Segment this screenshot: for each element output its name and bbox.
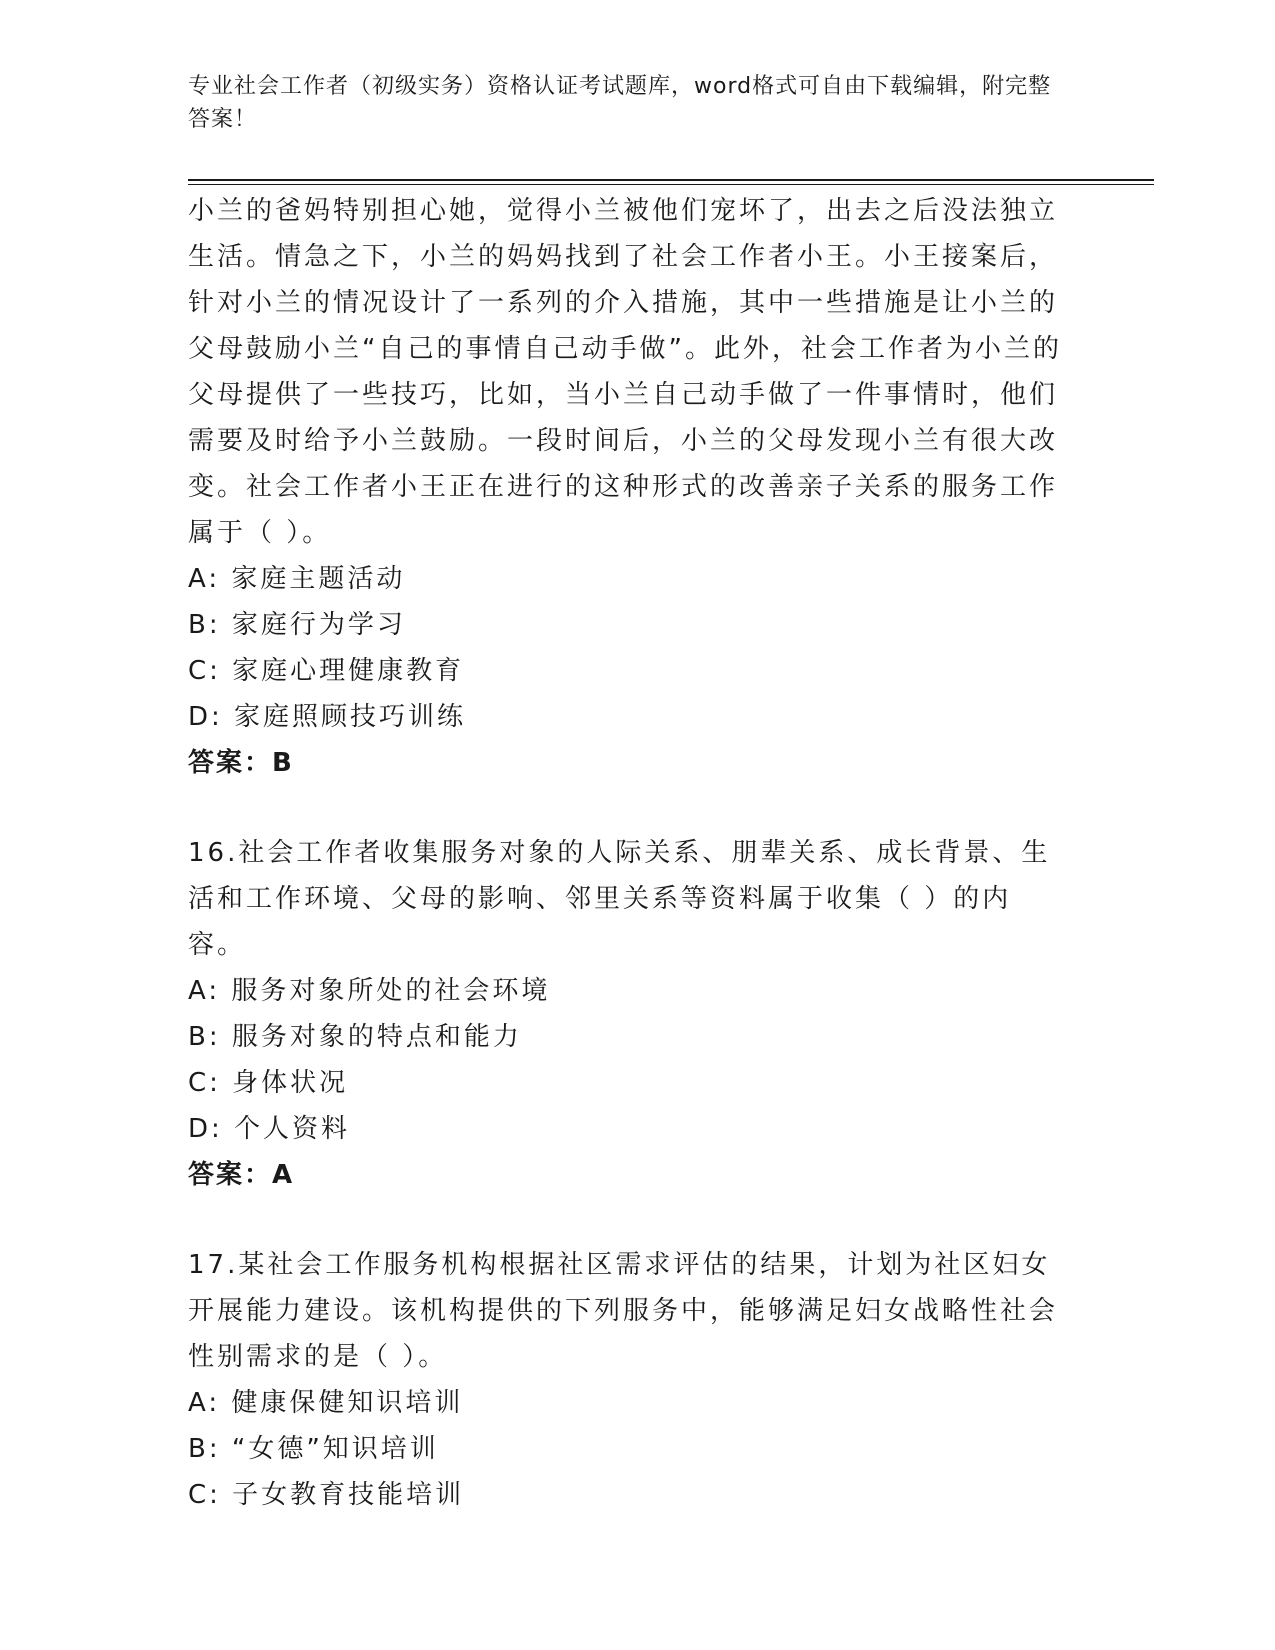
answer-line: 答案：A <box>188 1160 295 1190</box>
option-a: A: 健康保健知识培训 <box>188 1388 464 1418</box>
header-rule-thick <box>188 179 1154 181</box>
option-c: C: 身体状况 <box>188 1068 349 1098</box>
question-15 <box>188 188 1068 786</box>
header-rule-thin <box>188 184 1154 185</box>
option-a: A: 服务对象所处的社会环境 <box>188 976 551 1006</box>
option-a: A: 家庭主题活动 <box>188 564 406 594</box>
question-spacer <box>188 786 1068 830</box>
option-b: B: 家庭行为学习 <box>188 610 406 640</box>
option-c: C: 家庭心理健康教育 <box>188 656 465 686</box>
option-c: C: 子女教育技能培训 <box>188 1480 465 1510</box>
answer-line: 答案：B <box>188 748 294 778</box>
question-list <box>188 188 1068 1518</box>
question-17 <box>188 1242 1068 1518</box>
question-stem: 小兰的爸妈特别担心她，觉得小兰被他们宠坏了，出去之后没法独立生活。情急之下，小兰的妈妈找到了社会工作者小王。小王接案后，针对小兰的情况设计了一系列的介入措施，其中一些措施是让小兰的父母鼓励小兰“自己的事情自己动手做”。此外，社会工作者为小兰的父母提供了一些技巧，比如，当小兰自己动手做了一件事情时，他们需要及时给予小兰鼓励。一段时间后，小兰的父母发现小兰有很大改变。社会工作者小王正在进行的这种形式的改善亲子关系的服务工作属于（ ）。 <box>188 196 1062 548</box>
question-stem: 16.社会工作者收集服务对象的人际关系、朋辈关系、成长背景、生活和工作环境、父母的影响、邻里关系等资料属于收集（ ）的内容。 <box>188 838 1051 960</box>
option-b: B: 服务对象的特点和能力 <box>188 1022 522 1052</box>
question-16 <box>188 830 1068 1198</box>
question-spacer <box>188 1198 1068 1242</box>
option-d: D: 个人资料 <box>188 1114 351 1144</box>
question-stem: 17.某社会工作服务机构根据社区需求评估的结果，计划为社区妇女开展能力建设。该机构提供的下列服务中，能够满足妇女战略性社会性别需求的是（ ）。 <box>188 1250 1059 1372</box>
option-b: B: “女德”知识培训 <box>188 1434 439 1464</box>
document-header: 专业社会工作者（初级实务）资格认证考试题库，word格式可自由下载编辑，附完整答案！ <box>188 74 1052 132</box>
option-d: D: 家庭照顾技巧训练 <box>188 702 467 732</box>
